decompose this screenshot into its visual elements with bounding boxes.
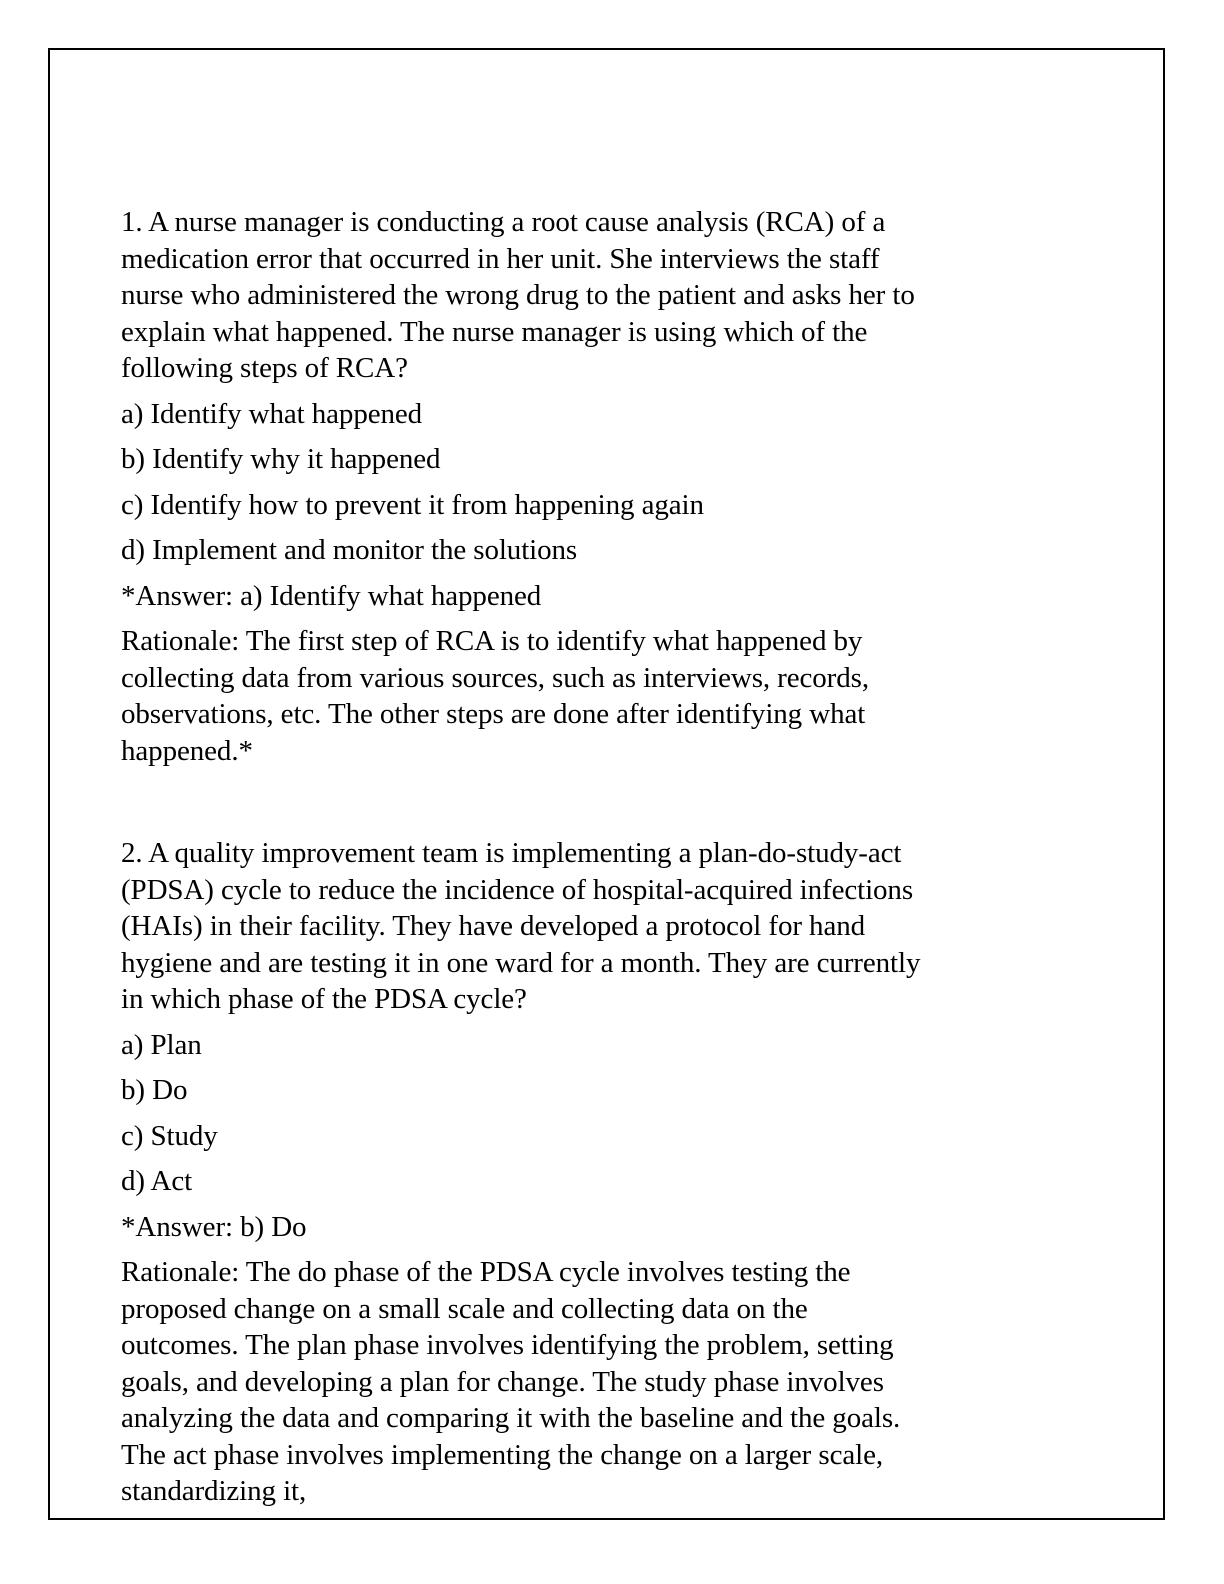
question-1-option-d: d) Implement and monitor the solutions [121, 534, 578, 566]
question-2-answer: *Answer: b) Do [121, 1210, 307, 1243]
question-2-stem: 2. A quality improvement team is implementing a plan-do-study-act (PDSA) cycle to reduce the incidence of hospital-acquired infections (HAIs) in their facility. They have developed a protocol for hand hygiene and are testing it in one ward for a month. They are currently in which phase of the PDSA cycle? [121, 837, 921, 1015]
question-1-rationale: Rationale: The first step of RCA is to identify what happened by collecting data from various sources, such as interviews, records, observations, etc. The other steps are done after identifying what happened.* [121, 625, 869, 767]
question-2-option-b: b) Do [121, 1074, 188, 1106]
question-1-option-a: a) Identify what happened [121, 397, 423, 430]
question-2-option-c: c) Study [121, 1119, 218, 1152]
question-1-option-c: c) Identify how to prevent it from happening again [121, 488, 704, 521]
question-2-rationale: Rationale: The do phase of the PDSA cycle involves testing the proposed change on a small scale and collecting data on the outcomes. The plan phase involves identifying the problem, setting goals, and developing a plan for change. The study phase involves analyzing the data and comparing it with the baseline and the goals. The act phase involves implementing the change on a larger scale, standardizing it, [121, 1256, 901, 1507]
question-1-answer: *Answer: a) Identify what happened [121, 579, 542, 612]
question-1-option-b: b) Identify why it happened [121, 443, 441, 475]
question-1-stem: 1. A nurse manager is conducting a root cause analysis (RCA) of a medication error that occurred in her unit. She interviews the staff nurse who administered the wrong drug to the patient and asks her to explain what happened. The nurse manager is using which of the following steps of RCA? [121, 206, 915, 384]
question-2-option-a: a) Plan [121, 1028, 202, 1061]
question-2-option-d: d) Act [121, 1165, 193, 1197]
document-body [121, 204, 921, 1510]
question-separator [121, 769, 921, 835]
